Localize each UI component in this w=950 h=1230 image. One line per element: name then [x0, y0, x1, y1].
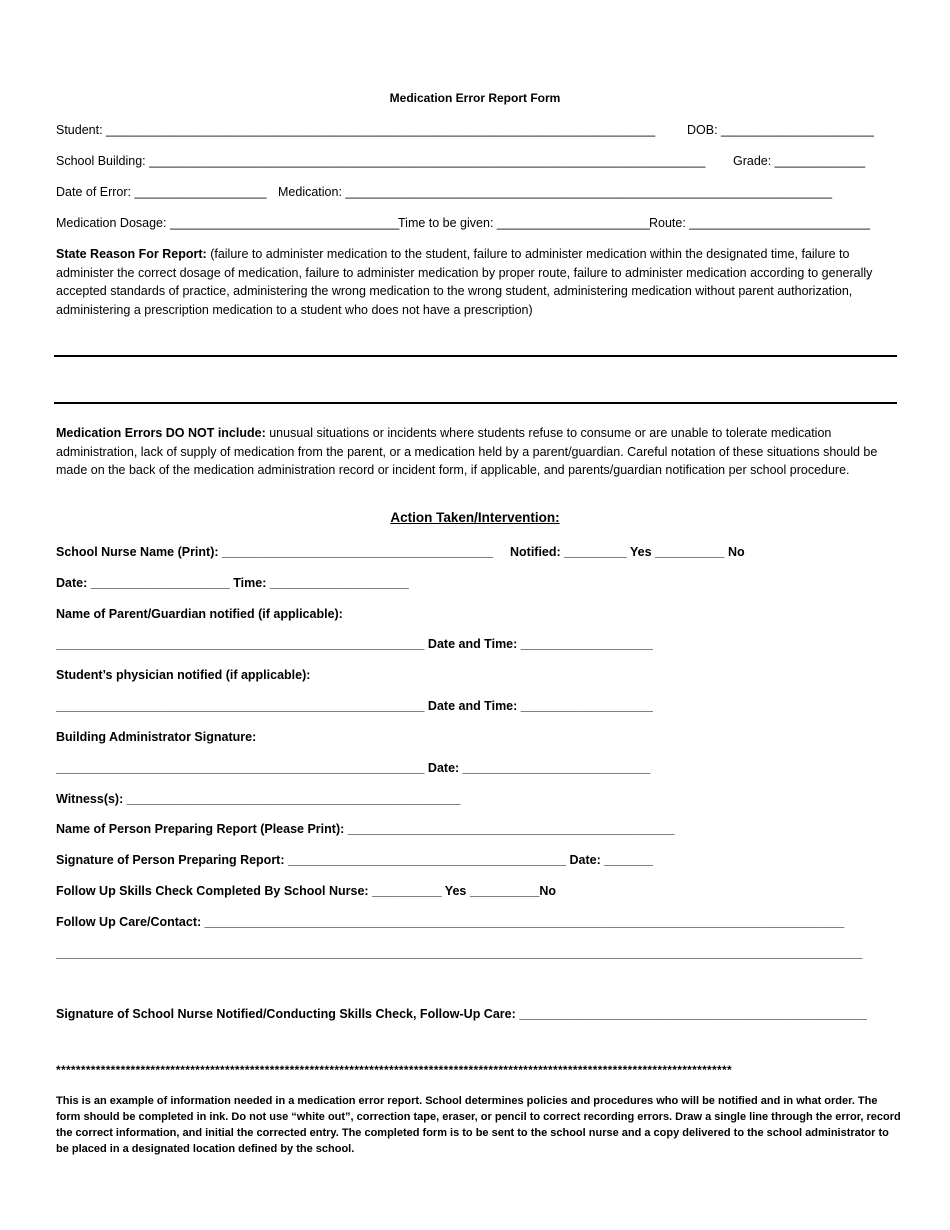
date-time-field[interactable]: Date: ____________________ Time: ____________________	[56, 576, 409, 590]
school-building-field[interactable]: School Building: ________________________________________________________________________________	[56, 154, 706, 168]
nurse-signature-field[interactable]: Signature of School Nurse Notified/Conducting Skills Check, Follow-Up Care: __________________________________________________	[56, 1007, 867, 1021]
reason-paragraph	[56, 245, 901, 319]
time-given-field[interactable]: Time to be given: ______________________	[398, 216, 650, 230]
separator-stars: ****************************************************************************************************************************************	[56, 1063, 732, 1077]
exclusions-paragraph	[56, 424, 901, 480]
reason-line-1[interactable]	[54, 355, 897, 357]
preparer-name-field[interactable]: Name of Person Preparing Report (Please Print): _______________________________________________	[56, 822, 675, 836]
reason-text: (failure to administer medication to the student, failure to administer medication within the designated time, failure to administer the correct dosage of medication, failure to administer medication by proper route, failure to administer medication according to generally accepted standards of practice, administering the wrong medication to the wrong student, administering medication without parent authorization, administering a prescription medication to a student who does not have a prescription)	[56, 247, 873, 317]
dosage-field[interactable]: Medication Dosage: _________________________________	[56, 216, 400, 230]
exclusions-label: Medication Errors DO NOT include:	[56, 426, 266, 440]
dob-field[interactable]: DOB: ______________________	[687, 123, 874, 137]
student-field[interactable]: Student: _______________________________________________________________________________	[56, 123, 656, 137]
follow-up-care-field[interactable]: Follow Up Care/Contact: ____________________________________________________________________________________________	[56, 915, 845, 929]
medication-field[interactable]: Medication: ______________________________________________________________________	[278, 185, 833, 199]
parent-label: Name of Parent/Guardian notified (if applicable):	[56, 607, 343, 621]
skills-check-field[interactable]: Follow Up Skills Check Completed By School Nurse: __________ Yes __________No	[56, 884, 556, 898]
preparer-signature-field[interactable]: Signature of Person Preparing Report: ________________________________________ Date: _______	[56, 853, 653, 867]
reason-line-2[interactable]	[54, 402, 897, 404]
grade-field[interactable]: Grade: _____________	[733, 154, 866, 168]
date-of-error-field[interactable]: Date of Error: ___________________	[56, 185, 267, 199]
notified-field[interactable]: Notified: _________ Yes __________ No	[510, 545, 745, 559]
physician-label: Student’s physician notified (if applicable):	[56, 668, 311, 682]
admin-label: Building Administrator Signature:	[56, 730, 257, 744]
action-heading: Action Taken/Intervention:	[390, 510, 560, 525]
admin-line[interactable]: _____________________________________________________ Date: ___________________________	[56, 761, 651, 775]
exclusions-text: unusual situations or incidents where students refuse to consume or are unable to tolerate medication administration, lack of supply of medication from the parent, or a medication held by a parent/guardian. Careful notation of these situations should be made on the back of the medication administration record or incident form, if applicable, and parents/guardian notification per school procedure.	[56, 426, 878, 477]
witness-field[interactable]: Witness(s): ________________________________________________	[56, 792, 461, 806]
parent-line[interactable]: _____________________________________________________ Date and Time: ___________________	[56, 637, 653, 651]
nurse-name-field[interactable]: School Nurse Name (Print): _______________________________________	[56, 545, 494, 559]
follow-up-care-line-2[interactable]: ____________________________________________________________________________________________________________________	[56, 946, 863, 960]
reason-label: State Reason For Report:	[56, 247, 207, 261]
physician-line[interactable]: _____________________________________________________ Date and Time: ___________________	[56, 699, 653, 713]
form-title: Medication Error Report Form	[389, 91, 561, 105]
footer-note: This is an example of information needed in a medication error report. School determines policies and procedures who will be notified and in what order. The form should be completed in ink. Do not use “white out”, correction tape, eraser, or pencil to correct recording errors. Draw a single line through the error, record the correct information, and initial the corrected entry. The completed form is to be sent to the school nurse and a copy delivered to the school administrator to be placed in a designated location defined by the school.	[56, 1095, 901, 1155]
route-field[interactable]: Route: __________________________	[649, 216, 871, 230]
